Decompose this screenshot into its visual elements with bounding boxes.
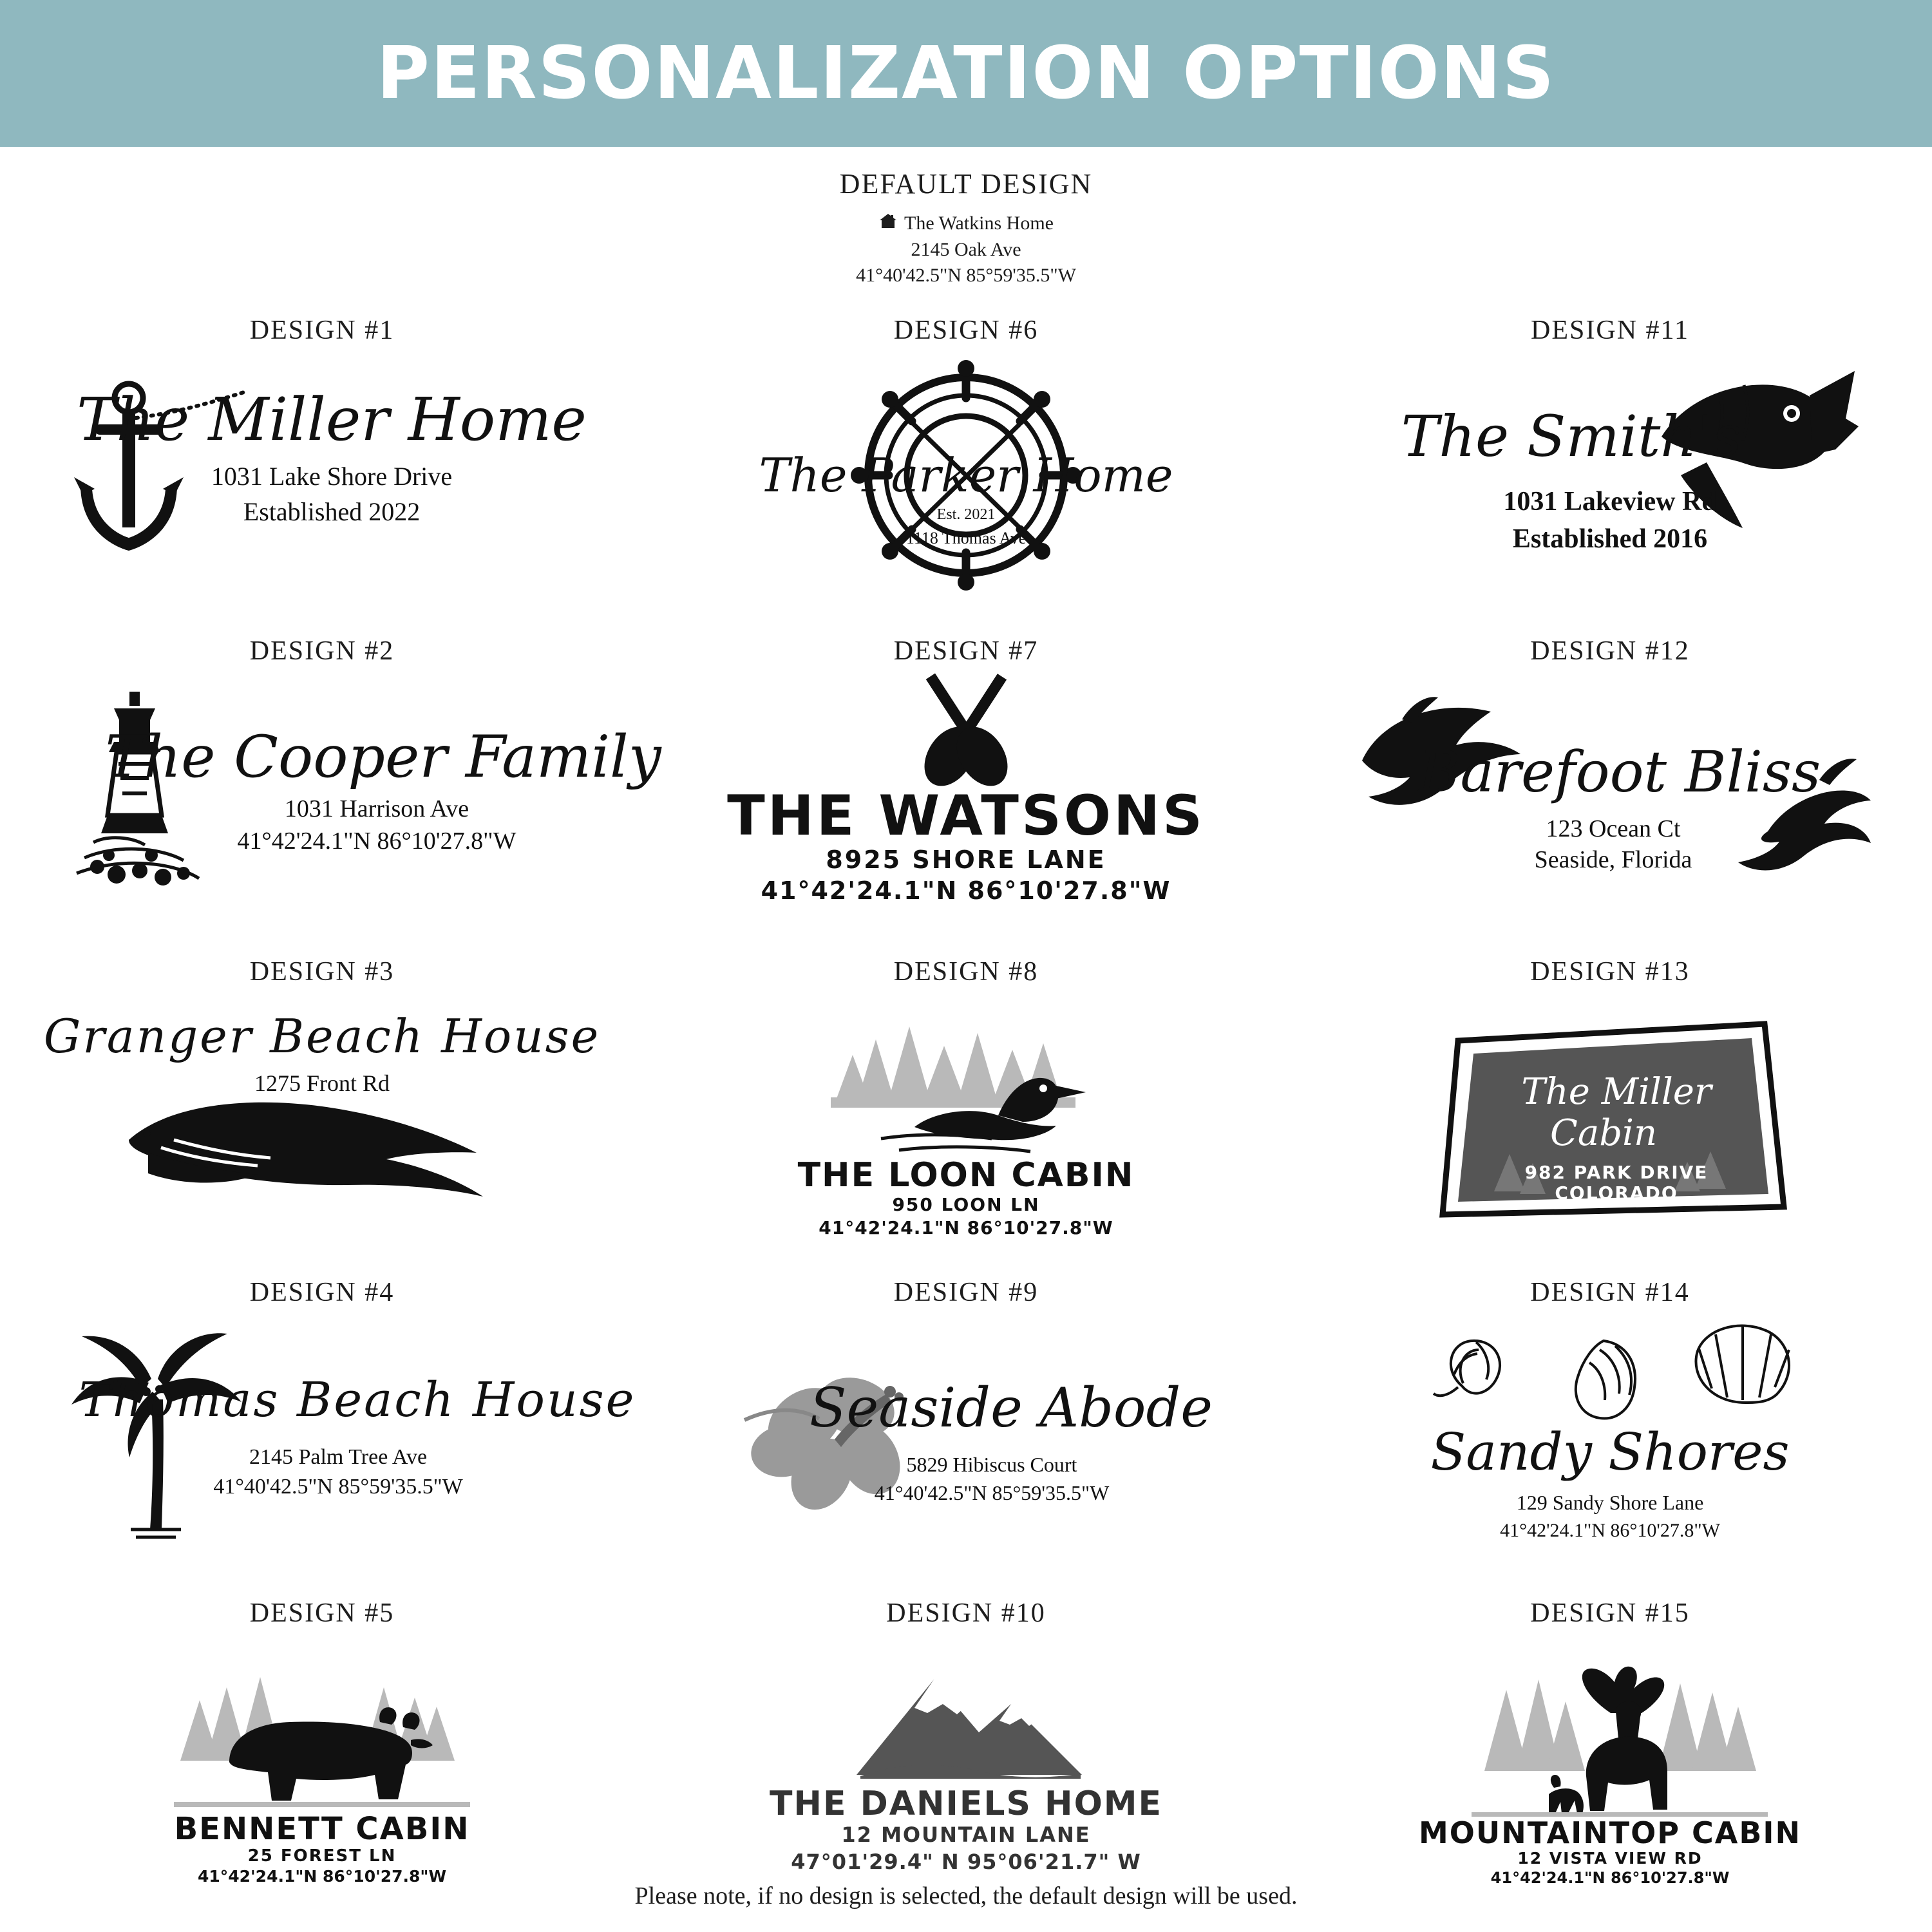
design-title: MOUNTAINTOP CABIN: [1419, 1815, 1801, 1850]
mountain-icon: [857, 1680, 1082, 1779]
design-label: DESIGN #3: [249, 956, 395, 987]
design-card-13[interactable]: [1288, 956, 1932, 1277]
design-card-8[interactable]: [644, 956, 1288, 1277]
seashells-icon: [1434, 1325, 1789, 1419]
designs-grid: [0, 315, 1932, 1918]
design-line3: COLORADO: [1555, 1182, 1678, 1204]
design-artwork: [1333, 1312, 1887, 1569]
design-line3: 41°40'42.5"N 85°59'35.5"W: [874, 1481, 1110, 1504]
design-card-15[interactable]: [1288, 1598, 1932, 1918]
design-line3: 41°42'24.1"N 86°10'27.8"W: [237, 827, 516, 855]
design-line2: 982 PARK DRIVE: [1524, 1161, 1709, 1183]
page-header: [0, 0, 1932, 147]
design-label: DESIGN #1: [249, 315, 395, 345]
design-card-6[interactable]: [644, 315, 1288, 636]
design-line2: 1031 Lakeview Rd: [1503, 486, 1717, 516]
design-title: The Miller Home: [77, 384, 587, 454]
design-title: Barefoot Bliss: [1418, 738, 1821, 805]
design-card-14[interactable]: [1288, 1277, 1932, 1598]
design-label: DESIGN #5: [249, 1598, 395, 1628]
design-line3: 41°42'24.1"N 86°10'27.8"W: [1490, 1868, 1730, 1887]
design-label: DESIGN #4: [249, 1277, 395, 1307]
design-label: DESIGN #6: [893, 315, 1039, 345]
design-line3: 1118 Thomas Ave: [905, 528, 1027, 547]
design-line2: 950 LOON LN: [892, 1193, 1040, 1215]
design-artwork: [1333, 1633, 1887, 1890]
design-card-2[interactable]: [0, 636, 661, 956]
design-line2: 5829 Hibiscus Court: [906, 1452, 1077, 1476]
design-card-12[interactable]: [1288, 636, 1932, 956]
crossed-paddles-icon: [912, 664, 1020, 795]
design-artwork: [689, 1312, 1243, 1569]
page-title: PERSONALIZATION OPTIONS: [376, 32, 1556, 115]
design-line3: 47°01'29.4" N 95°06'21.7" W: [791, 1849, 1141, 1874]
design-title: THE WATSONS: [727, 783, 1205, 848]
design-line2: 123 Ocean Ct: [1546, 815, 1681, 842]
design-title: THE LOON CABIN: [797, 1155, 1135, 1195]
design-artwork: [45, 991, 599, 1249]
default-design-lines: [0, 211, 1932, 289]
design-artwork: [45, 350, 599, 607]
design-line3: Established 2016: [1512, 524, 1708, 554]
design-title-line1: The Miller: [1521, 1070, 1712, 1113]
design-title-line2: Cabin: [1549, 1112, 1658, 1154]
default-design-label: DEFAULT DESIGN: [839, 168, 1093, 200]
design-line2: 129 Sandy Shore Lane: [1516, 1490, 1704, 1514]
design-title: Thomas Beach House: [79, 1372, 636, 1428]
bear-pines-icon: [174, 1677, 470, 1807]
design-line2: 1031 Lake Shore Drive: [211, 461, 453, 491]
design-line3: 41°42'24.1"N 86°10'27.8"W: [197, 1866, 447, 1886]
design-label: DESIGN #8: [893, 956, 1039, 987]
design-artwork: [689, 1633, 1243, 1890]
design-artwork: [45, 670, 661, 928]
design-artwork: [689, 991, 1243, 1249]
design-line3: 41°42'24.1"N 86°10'27.8"W: [761, 876, 1171, 905]
design-line3: Established 2022: [243, 497, 421, 526]
design-line2: Est. 2021: [936, 506, 996, 523]
design-artwork: [45, 1633, 599, 1890]
design-label: DESIGN #9: [893, 1277, 1039, 1307]
design-line2: 1031 Harrison Ave: [284, 795, 469, 822]
design-card-10[interactable]: [644, 1598, 1288, 1918]
palm-tree-icon: [71, 1333, 242, 1537]
design-line2: 12 MOUNTAIN LANE: [841, 1822, 1091, 1847]
design-line2: 12 VISTA VIEW RD: [1517, 1848, 1703, 1868]
design-card-1[interactable]: [0, 315, 644, 636]
default-design-block: [0, 167, 1932, 289]
design-card-7[interactable]: [644, 636, 1288, 956]
default-design-coordinates: 41°40'42.5"N 85°59'35.5"W: [856, 265, 1076, 286]
house-icon: [878, 211, 898, 237]
design-card-9[interactable]: [644, 1277, 1288, 1598]
design-line3: 41°42'24.1"N 86°10'27.8"W: [819, 1217, 1113, 1238]
design-artwork: [689, 670, 1243, 928]
design-artwork: [1333, 670, 1887, 928]
design-title: BENNETT CABIN: [174, 1810, 470, 1847]
default-design-address: 2145 Oak Ave: [911, 238, 1021, 260]
design-label: DESIGN #15: [1530, 1598, 1690, 1628]
design-label: DESIGN #2: [249, 636, 395, 666]
design-label: DESIGN #11: [1531, 315, 1689, 345]
design-card-4[interactable]: [0, 1277, 644, 1598]
moose-pines-icon: [1472, 1666, 1768, 1816]
design-title: The Smith's: [1401, 402, 1742, 469]
park-sign-icon: [1443, 1024, 1784, 1215]
design-line2: 8925 SHORE LANE: [826, 845, 1106, 874]
design-line2: 2145 Palm Tree Ave: [249, 1444, 428, 1469]
design-label: DESIGN #7: [893, 636, 1039, 666]
design-title: The Parker Home: [759, 448, 1173, 502]
design-label: DESIGN #10: [886, 1598, 1046, 1628]
design-card-11[interactable]: [1288, 315, 1932, 636]
design-title: The Cooper Family: [105, 723, 661, 791]
footer-note: Please note, if no design is selected, the default design will be used.: [634, 1882, 1298, 1909]
design-line3: Seaside, Florida: [1534, 846, 1692, 873]
design-title: THE DANIELS HOME: [769, 1784, 1163, 1823]
design-artwork: [689, 350, 1243, 607]
loon-icon: [831, 1027, 1086, 1151]
design-artwork: [45, 1312, 636, 1569]
design-label: DESIGN #13: [1530, 956, 1690, 987]
design-card-5[interactable]: [0, 1598, 644, 1918]
design-line2: 1275 Front Rd: [254, 1070, 390, 1096]
design-card-3[interactable]: [0, 956, 644, 1277]
design-title: Seaside Abode: [810, 1376, 1213, 1439]
design-artwork: [1333, 991, 1887, 1249]
design-line2: 25 FOREST LN: [247, 1846, 397, 1866]
design-line3: 41°42'24.1"N 86°10'27.8"W: [1500, 1519, 1720, 1541]
design-artwork: [1333, 350, 1887, 607]
whale-icon: [129, 1102, 483, 1196]
design-line3: 41°40'42.5"N 85°59'35.5"W: [213, 1474, 463, 1499]
design-title: Sandy Shores: [1430, 1421, 1790, 1482]
design-label: DESIGN #14: [1530, 1277, 1690, 1307]
design-label: DESIGN #12: [1530, 636, 1690, 666]
default-design-name: The Watkins Home: [904, 213, 1054, 234]
design-title: Granger Beach House: [43, 1009, 601, 1063]
